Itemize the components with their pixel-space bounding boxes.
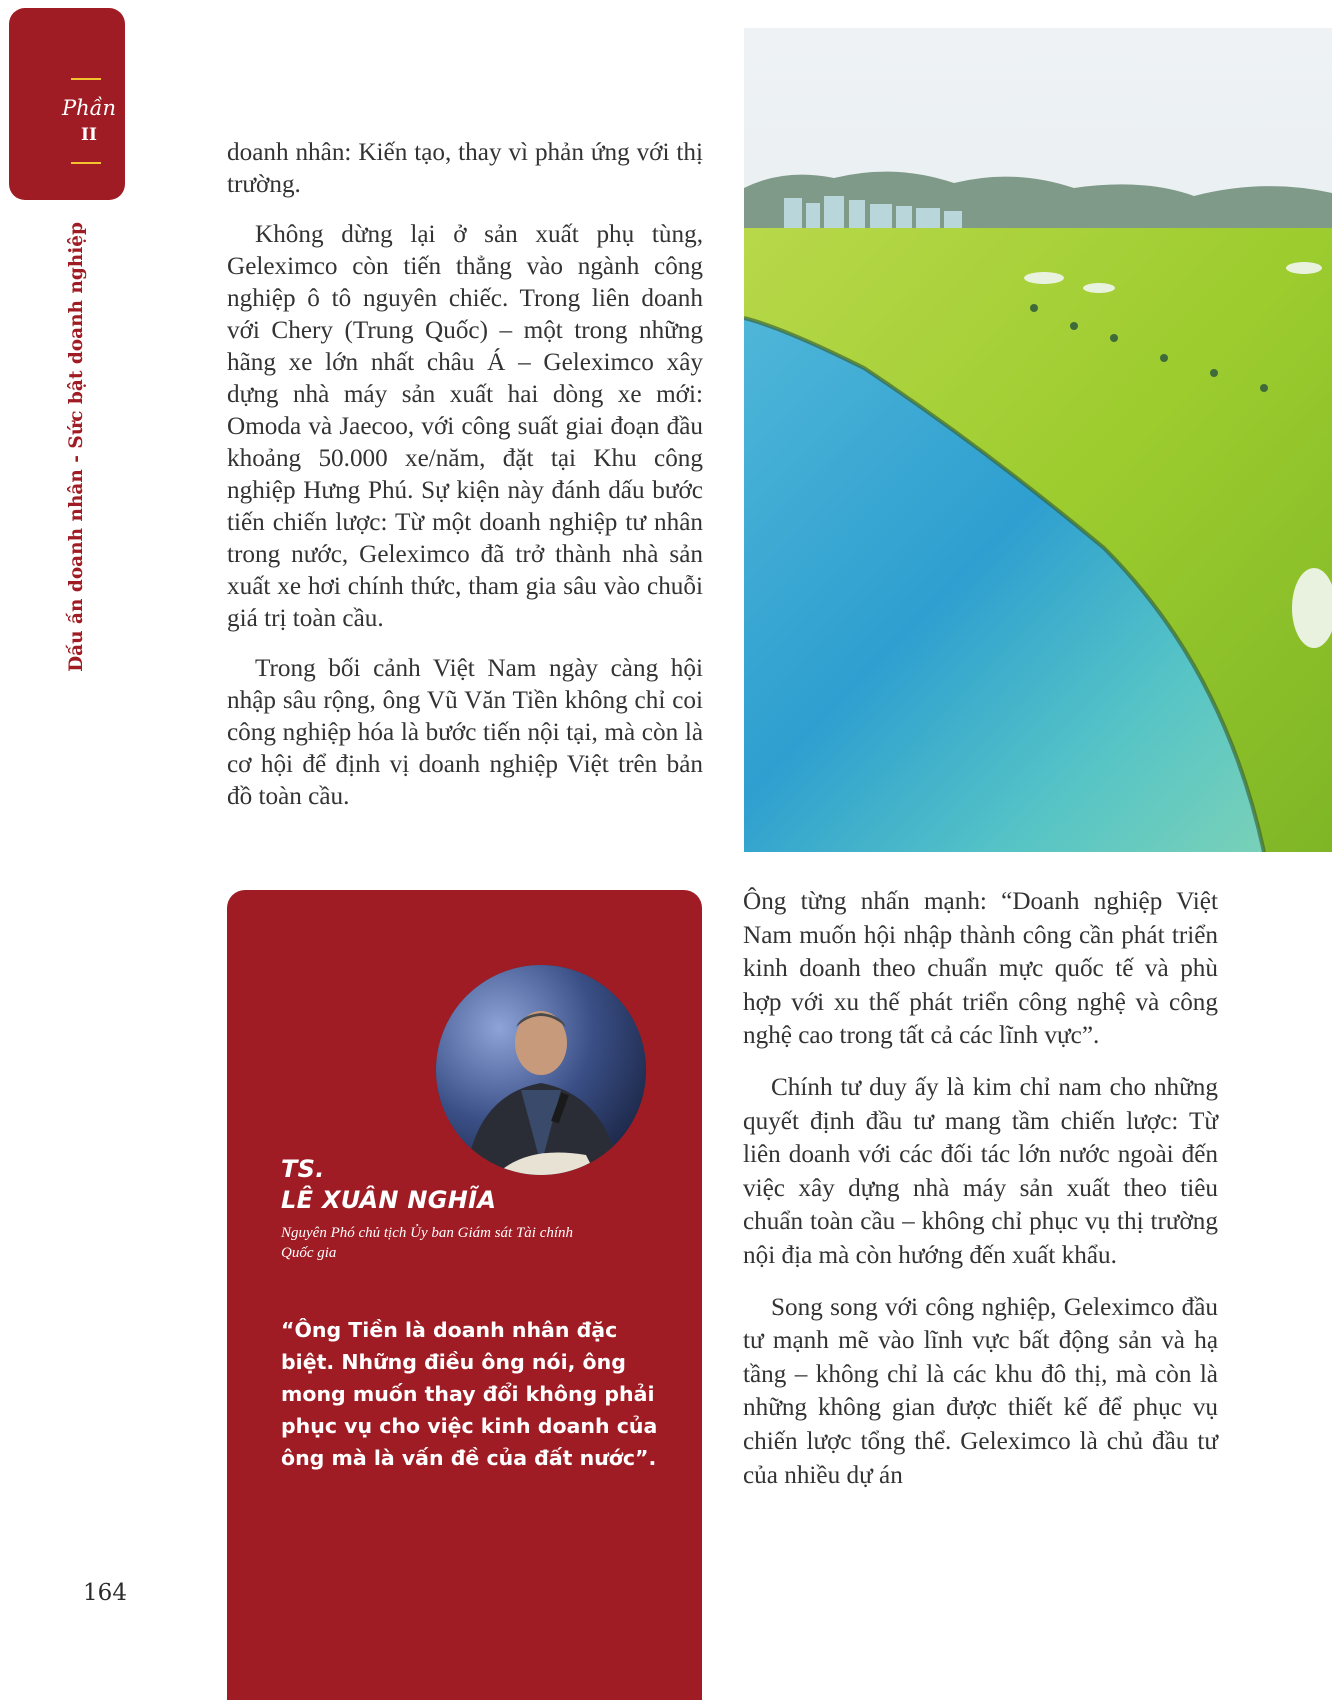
tab-rule-top xyxy=(71,78,101,80)
paragraph: Không dừng lại ở sản xuất phụ tùng, Geleximco còn tiến thẳng vào ngành công nghiệp ô tô nguyên chiếc. Trong liên doanh với Chery (Trung Quốc) – một trong những hãng xe lớn nhất châu Á – Geleximco xây dựng nhà máy sản xuất hai dòng xe mới: Omoda và Jaecoo, với công suất giai đoạn đầu khoảng 50.000 xe/năm, đặt tại Khu công nghiệp Hưng Phú. Sự kiện này đánh dấu bước tiến chiến lược: Từ một doanh nghiệp tư nhân trong nước, Geleximco đã trở thành nhà sản xuất xe hơi chính thức, tham gia sâu vào chuỗi giá trị toàn cầu. xyxy=(227,221,703,632)
part-label: Phần xyxy=(61,96,117,120)
side-title: Dấu ấn doanh nhân - Sức bật doanh nghiệp xyxy=(66,222,87,672)
quote-title-prefix: TS. xyxy=(281,1155,325,1183)
quote-text: “Ông Tiền là doanh nhân đặc biệt. Những điều ông nói, ông mong muốn thay đổi không phải phục vụ cho việc kinh doanh của ông mà là vấn đề của đất nước”. xyxy=(281,1318,658,1470)
quote-person-role: Nguyên Phó chủ tịch Ủy ban Giám sát Tài chính Quốc gia xyxy=(281,1225,574,1261)
golf-course-aerial-photo xyxy=(744,28,1332,852)
portrait-illustration xyxy=(436,965,646,1175)
part-number: II xyxy=(81,125,97,145)
paragraph: Trong bối cảnh Việt Nam ngày càng hội nhập sâu rộng, ông Vũ Văn Tiền không chỉ coi công nghiệp hóa là bước tiến nội tại, mà còn là cơ hội để định vị doanh nghiệp Việt trên bản đồ toàn cầu. xyxy=(227,655,703,810)
page-number: 164 xyxy=(83,1580,127,1606)
left-text-column xyxy=(227,137,703,831)
paragraph: doanh nhân: Kiến tạo, thay vì phản ứng với thị trường. xyxy=(227,139,703,198)
portrait-photo xyxy=(436,965,646,1175)
paragraph: Ông từng nhấn mạnh: “Doanh nghiệp Việt Nam muốn hội nhập thành công cần phát triển kinh doanh theo chuẩn mực quốc tế và phù hợp với xu thế phát triển công nghệ và công nghệ cao trong tất cả các lĩnh vực”. xyxy=(743,888,1218,1050)
photo-illustration xyxy=(744,28,1332,852)
tab-rule-bottom xyxy=(71,162,101,164)
paragraph: Chính tư duy ấy là kim chỉ nam cho những quyết định đầu tư mang tầm chiến lược: Từ liên doanh với các đối tác lớn nước ngoài đến việc xây dựng nhà máy sản xuất theo tiêu chuẩn toàn cầu – không chỉ phục vụ thị trường nội địa mà còn hướng đến xuất khẩu. xyxy=(743,1073,1218,1269)
quote-person-name: LÊ XUÂN NGHĨA xyxy=(281,1186,497,1214)
right-text-column xyxy=(743,885,1218,1510)
side-title-container xyxy=(66,222,92,672)
paragraph: Song song với công nghiệp, Geleximco đầu tư mạnh mẽ vào lĩnh vực bất động sản và hạ tầng – không chỉ là các khu đô thị, mà còn là những không gian được thiết kế để phục vụ chiến lược tổng thể. Geleximco là chủ đầu tư của nhiều dự án xyxy=(743,1293,1218,1489)
part-tab xyxy=(9,8,125,200)
